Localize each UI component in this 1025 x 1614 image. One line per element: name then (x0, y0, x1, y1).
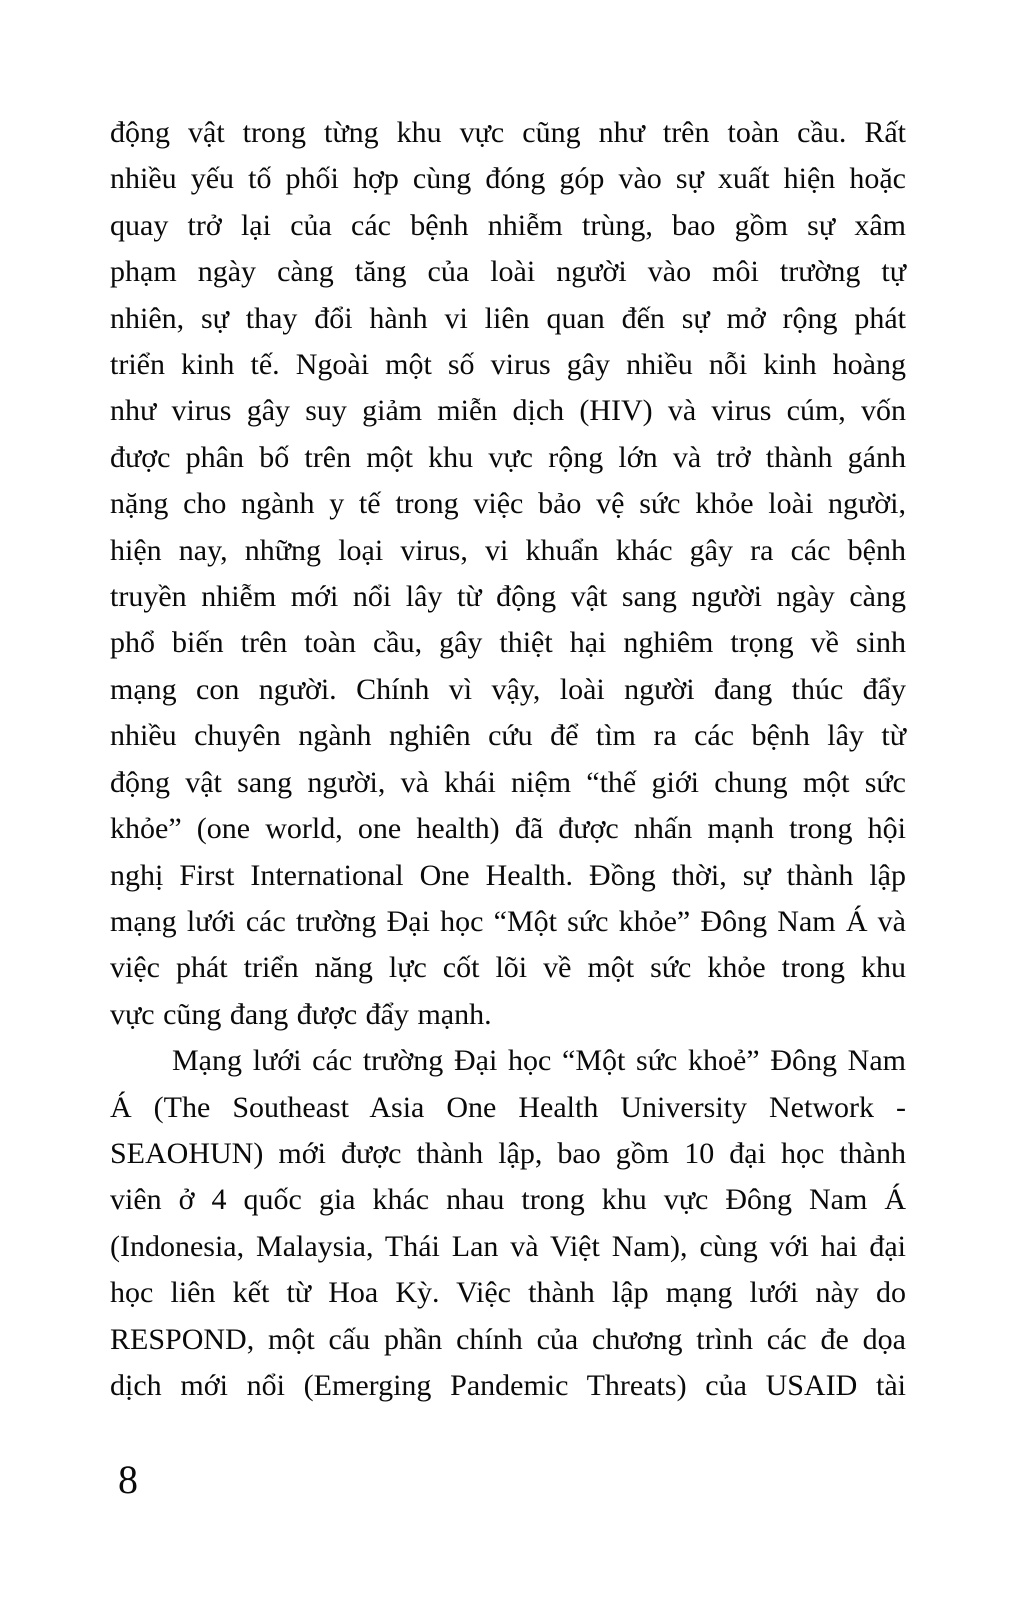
paragraph-2 (110, 1038, 906, 1409)
text-line: động vật sang người, và khái niệm “thế giới chung một sức (110, 765, 906, 799)
text-line: động vật trong từng khu vực cũng như trên toàn cầu. Rất (110, 116, 906, 149)
text-line: quay trở lại của các bệnh nhiễm trùng, bao gồm sự xâm (110, 208, 906, 242)
paragraph-1 (110, 110, 906, 1038)
text-line: như virus gây suy giảm miễn dịch (HIV) và virus cúm, vốn (110, 394, 906, 428)
text-line: triển kinh tế. Ngoài một số virus gây nhiều nỗi kinh hoàng (110, 348, 906, 382)
text-line: (Indonesia, Malaysia, Thái Lan và Việt Nam), cùng với hai đại (110, 1229, 906, 1263)
text-line: Á (The Southeast Asia One Health University Network - (110, 1090, 906, 1124)
text-line: nhiều chuyên ngành nghiên cứu để tìm ra các bệnh lây từ (110, 719, 906, 753)
text-line: được phân bố trên một khu vực rộng lớn và trở thành gánh (110, 440, 906, 474)
body-text (110, 110, 906, 1409)
text-line: vực cũng đang được đẩy mạnh. (110, 997, 492, 1031)
text-line: Mạng lưới các trường Đại học “Một sức khoẻ” Đông Nam (172, 1044, 906, 1078)
text-line: RESPOND, một cấu phần chính của chương trình các đe dọa (110, 1322, 906, 1356)
text-line: khỏe” (one world, one health) đã được nhấn mạnh trong hội (110, 812, 906, 846)
text-line: dịch mới nổi (Emerging Pandemic Threats) của USAID tài (110, 1368, 906, 1402)
text-line: nhiều yếu tố phối hợp cùng đóng góp vào sự xuất hiện hoặc (110, 162, 906, 196)
text-line: SEAOHUN) mới được thành lập, bao gồm 10 đại học thành (110, 1136, 906, 1170)
page-number: 8 (118, 1457, 138, 1502)
text-line: viên ở 4 quốc gia khác nhau trong khu vực Đông Nam Á (110, 1183, 906, 1217)
text-line: việc phát triển năng lực cốt lõi về một sức khỏe trong khu (110, 951, 906, 985)
text-line: học liên kết từ Hoa Kỳ. Việc thành lập mạng lưới này do (110, 1276, 906, 1310)
text-line: nhiên, sự thay đổi hành vi liên quan đến sự mở rộng phát (110, 301, 906, 335)
text-line: phạm ngày càng tăng của loài người vào môi trường tự (110, 255, 906, 289)
text-line: phổ biến trên toàn cầu, gây thiệt hại nghiêm trọng về sinh (110, 626, 906, 660)
text-line: nghị First International One Health. Đồng thời, sự thành lập (110, 858, 906, 892)
text-line: truyền nhiễm mới nổi lây từ động vật sang người ngày càng (110, 580, 906, 614)
text-line: hiện nay, những loại virus, vi khuẩn khác gây ra các bệnh (110, 533, 906, 567)
text-line: nặng cho ngành y tế trong việc bảo vệ sức khỏe loài người, (110, 487, 906, 521)
text-line: mạng lưới các trường Đại học “Một sức khỏe” Đông Nam Á và (110, 904, 906, 938)
text-line: mạng con người. Chính vì vậy, loài người đang thúc đẩy (110, 672, 906, 706)
